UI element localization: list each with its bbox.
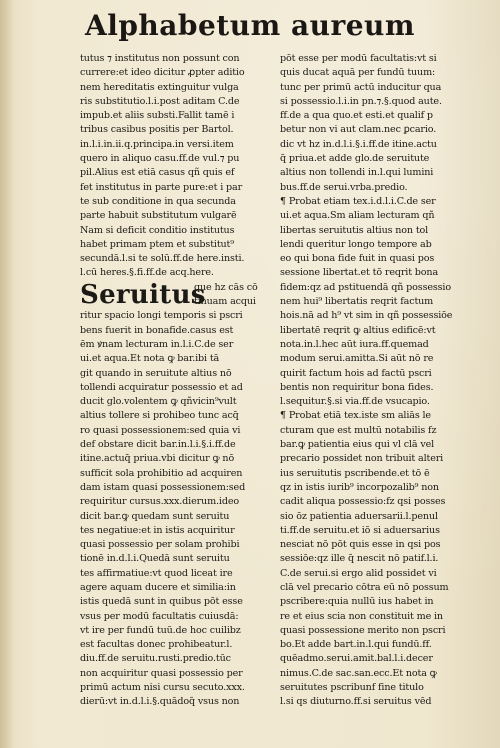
text-line: quis ducat aquā per fundū tuum: xyxy=(280,67,436,79)
left-text-column xyxy=(80,52,266,710)
section-heading-line xyxy=(80,281,266,310)
text-line: sessione libertat.et tō reqrit bona xyxy=(280,267,439,279)
text-line: eo qui bona fide fuit in quasi pos xyxy=(280,253,435,265)
text-line: fet institutus in parte pure:et i par xyxy=(80,181,243,193)
text-line: bus.ff.de serui.vrba.predio. xyxy=(280,181,408,193)
text-line: clā vel precario cōtra eū nō possum xyxy=(280,581,449,593)
text-line: ritur spacio longi temporis si pscri xyxy=(80,310,243,322)
text-line: betur non vi aut clam.nec ꝑcario. xyxy=(280,124,437,136)
text-line: l.si qs diuturno.ff.si seruitus vēd xyxy=(280,696,432,708)
text-line: quirit factum hois ad factū pscri xyxy=(280,367,432,379)
text-line: tollendi acquiratur possessio et ad xyxy=(80,381,243,393)
text-line: l.sequitur.§.si via.ff.de vsucapio. xyxy=(280,396,430,408)
text-line: lendi queritur longo tempore ab xyxy=(280,238,432,250)
text-line: si possessio.l.i.in pn.⁊.§.quod aute. xyxy=(280,95,442,107)
text-line: hois.nā ad h⁹ vt sim in qñ possessiōe xyxy=(280,310,453,322)
text-line: tunc per primū actū inducitur qua xyxy=(280,81,442,93)
text-line: parte habuit substitutum vulgarē xyxy=(80,210,237,222)
text-line: quasi possessione merito non pscri xyxy=(280,624,446,636)
text-line: sufficit sola prohibitio ad acquiren xyxy=(80,467,243,479)
text-line: ¶ Probat etiam tex.i.d.l.i.C.de ser xyxy=(280,195,436,207)
text-line: tes affirmatiue:vt quod liceat ire xyxy=(80,567,233,579)
text-line: istis quedā sunt in quibus pōt esse xyxy=(80,596,243,608)
text-line: in.l.i.in.ii.q.principa.in versi.item xyxy=(80,138,234,150)
text-line: agere aquam ducere et similia:in xyxy=(80,581,236,593)
text-line: pscribere:quia nullū ius habet in xyxy=(280,596,434,608)
text-line: qz in istis iurib⁹ incorpozalib⁹ non xyxy=(280,481,439,493)
text-line: ui.et aqua.Et nota ꝙ bar.ibi tā xyxy=(80,353,220,365)
text-line: ro quasi possessionem:sed quia vi xyxy=(80,424,241,436)
text-line: nem hereditatis extinguitur vulga xyxy=(80,81,239,93)
text-line: tes negatiue:et in istis acquiritur xyxy=(80,524,235,536)
text-line: bentis non requiritur bona fides. xyxy=(280,381,434,393)
text-line: te sub conditione in qua secunda xyxy=(80,195,236,207)
text-line: non acquiritur quasi possessio per xyxy=(80,667,243,679)
text-line: primū actum nisi cursu secuto.xxx. xyxy=(80,682,245,694)
text-line: altius non tollendi in.l.qui lumini xyxy=(280,167,434,179)
text-line: tutus ⁊ institutus non possunt con xyxy=(80,53,240,64)
initial-side-text xyxy=(194,281,270,310)
text-line: que hz cās cō xyxy=(194,281,258,293)
text-line: bens fuerit in bonafide.casus est xyxy=(80,324,234,336)
text-line: cturam que est multū notabilis fz xyxy=(280,424,437,436)
text-line: ti.ff.de seruitu.et iō si aduersarius xyxy=(280,524,440,536)
text-line: vsus per modū facultatis cuiusdā: xyxy=(80,610,239,622)
text-line: nesciat nō pōt quis esse in qsi pos xyxy=(280,539,441,551)
text-line: fidem:qz ad pstituendā qñ possessio xyxy=(280,281,451,293)
text-line: habet primam ptem et substitut⁹ xyxy=(80,238,234,250)
text-line: libertas seruitutis altius non tol xyxy=(280,224,429,236)
running-header xyxy=(0,6,500,46)
text-line: re et eius scia non constituit me in xyxy=(280,610,443,622)
page-title: Alphabetum aureum xyxy=(84,9,416,42)
text-line: seruitutes pscribunf fine titulo xyxy=(280,682,424,694)
text-line: vt ire per fundū tuū.de hoc cuilibz xyxy=(80,624,241,636)
text-line: git quando in seruitute altius nō xyxy=(80,367,232,379)
section-initial-word: Seruitus xyxy=(80,279,206,310)
text-line: tribus casibus positis per Bartol. xyxy=(80,124,234,136)
text-line: sessiōe:qz ille q̄ nescit nō patif.l.i. xyxy=(280,553,439,565)
text-line: pōt esse per modū facultatis:vt si xyxy=(280,53,437,64)
text-line: q̄ priua.et adde glo.de seruitute xyxy=(280,153,430,165)
text-line: modum serui.amitta.Si aūt nō re xyxy=(280,353,434,365)
right-text-column xyxy=(280,52,466,710)
text-line: diu.ff.de seruitu.rusti.predio.tūc xyxy=(80,653,231,665)
text-line: quero in aliquo casu.ff.de vul.⁊ pu xyxy=(80,153,240,165)
text-line: tinuam acqui xyxy=(194,296,256,308)
text-line: ius seruitutis pscribende.et tō ē xyxy=(280,467,430,479)
text-line: tionē in.d.l.i.Quedā sunt seruitu xyxy=(80,553,230,565)
text-line: altius tollere si prohibeo tunc acq̄ xyxy=(80,410,239,422)
text-line: bar.ꝙ patientia eius qui vl clā vel xyxy=(280,439,435,451)
text-line: sio ōz patientia aduersarii.l.penul xyxy=(280,510,438,522)
text-line: secundā.l.si te solū.ff.de here.insti. xyxy=(80,253,245,265)
text-line: ducit glo.volentem ꝙ qñvicin⁹vult xyxy=(80,396,237,408)
text-line: nem hui⁹ libertatis reqrit factum xyxy=(280,296,434,308)
text-line: nimus.C.de sac.san.ecc.Et nota ꝙ xyxy=(280,667,437,679)
text-line: ēm ꝟnam lecturam in.l.i.C.de ser xyxy=(80,338,234,350)
text-line: ff.de a qua quo.et esti.et qualif p xyxy=(280,110,433,122)
text-line: Nam si deficit conditio institutus xyxy=(80,224,235,236)
text-line: dicit bar.ꝙ quedam sunt seruitu xyxy=(80,510,230,522)
text-line: C.de serui.si ergo alid possidet vi xyxy=(280,567,437,579)
text-line: dierū:vt in.d.l.i.§.quādoq̄ vsus non xyxy=(80,696,240,708)
page-gutter xyxy=(0,0,14,748)
text-line: l.cū heres.§.fi.ff.de acq.here. xyxy=(80,267,214,279)
text-line: precario possidet non tribuit alteri xyxy=(280,453,444,465)
text-line: est facultas donec prohibeatur.l. xyxy=(80,639,233,651)
text-line: libertatē reqrit ꝙ altius edificē:vt xyxy=(280,324,436,336)
text-line: pil.Alius est etiā casus qñ quis ef xyxy=(80,167,235,179)
text-line: ui.et aqua.Sm aliam lecturam qñ xyxy=(280,210,435,222)
text-line: quasi possessio per solam prohibi xyxy=(80,539,240,551)
text-line: impub.et aliis substi.Fallit tamē i xyxy=(80,110,235,122)
text-line: quēadmo.serui.amit.bal.l.i.decer xyxy=(280,653,433,665)
text-line: itine.actuq̄ priua.vbi dicitur ꝙ nō xyxy=(80,453,235,465)
text-line: dic vt hz in.d.l.i.§.i.ff.de itine.actu xyxy=(280,138,437,150)
text-line: requiritur cursus.xxx.dierum.ideo xyxy=(80,496,239,508)
text-line: cadit aliqua possessio:fz qsi posses xyxy=(280,496,446,508)
text-line: nota.in.l.hec aūt iura.ff.quemad xyxy=(280,338,429,350)
text-line: ¶ Probat etiā tex.iste sm aliās le xyxy=(280,410,431,422)
text-line: dam istam quasi possessionem:sed xyxy=(80,481,246,493)
text-line: def obstare dicit bar.in.l.i.§.i.ff.de xyxy=(80,439,236,451)
text-line: bo.Et adde bart.in.l.qui fundū.ff. xyxy=(280,639,432,651)
text-line: currere:et ideo dicitur ꝓpter aditio xyxy=(80,67,245,79)
text-line: ris substitutio.l.i.post aditam C.de xyxy=(80,95,240,107)
